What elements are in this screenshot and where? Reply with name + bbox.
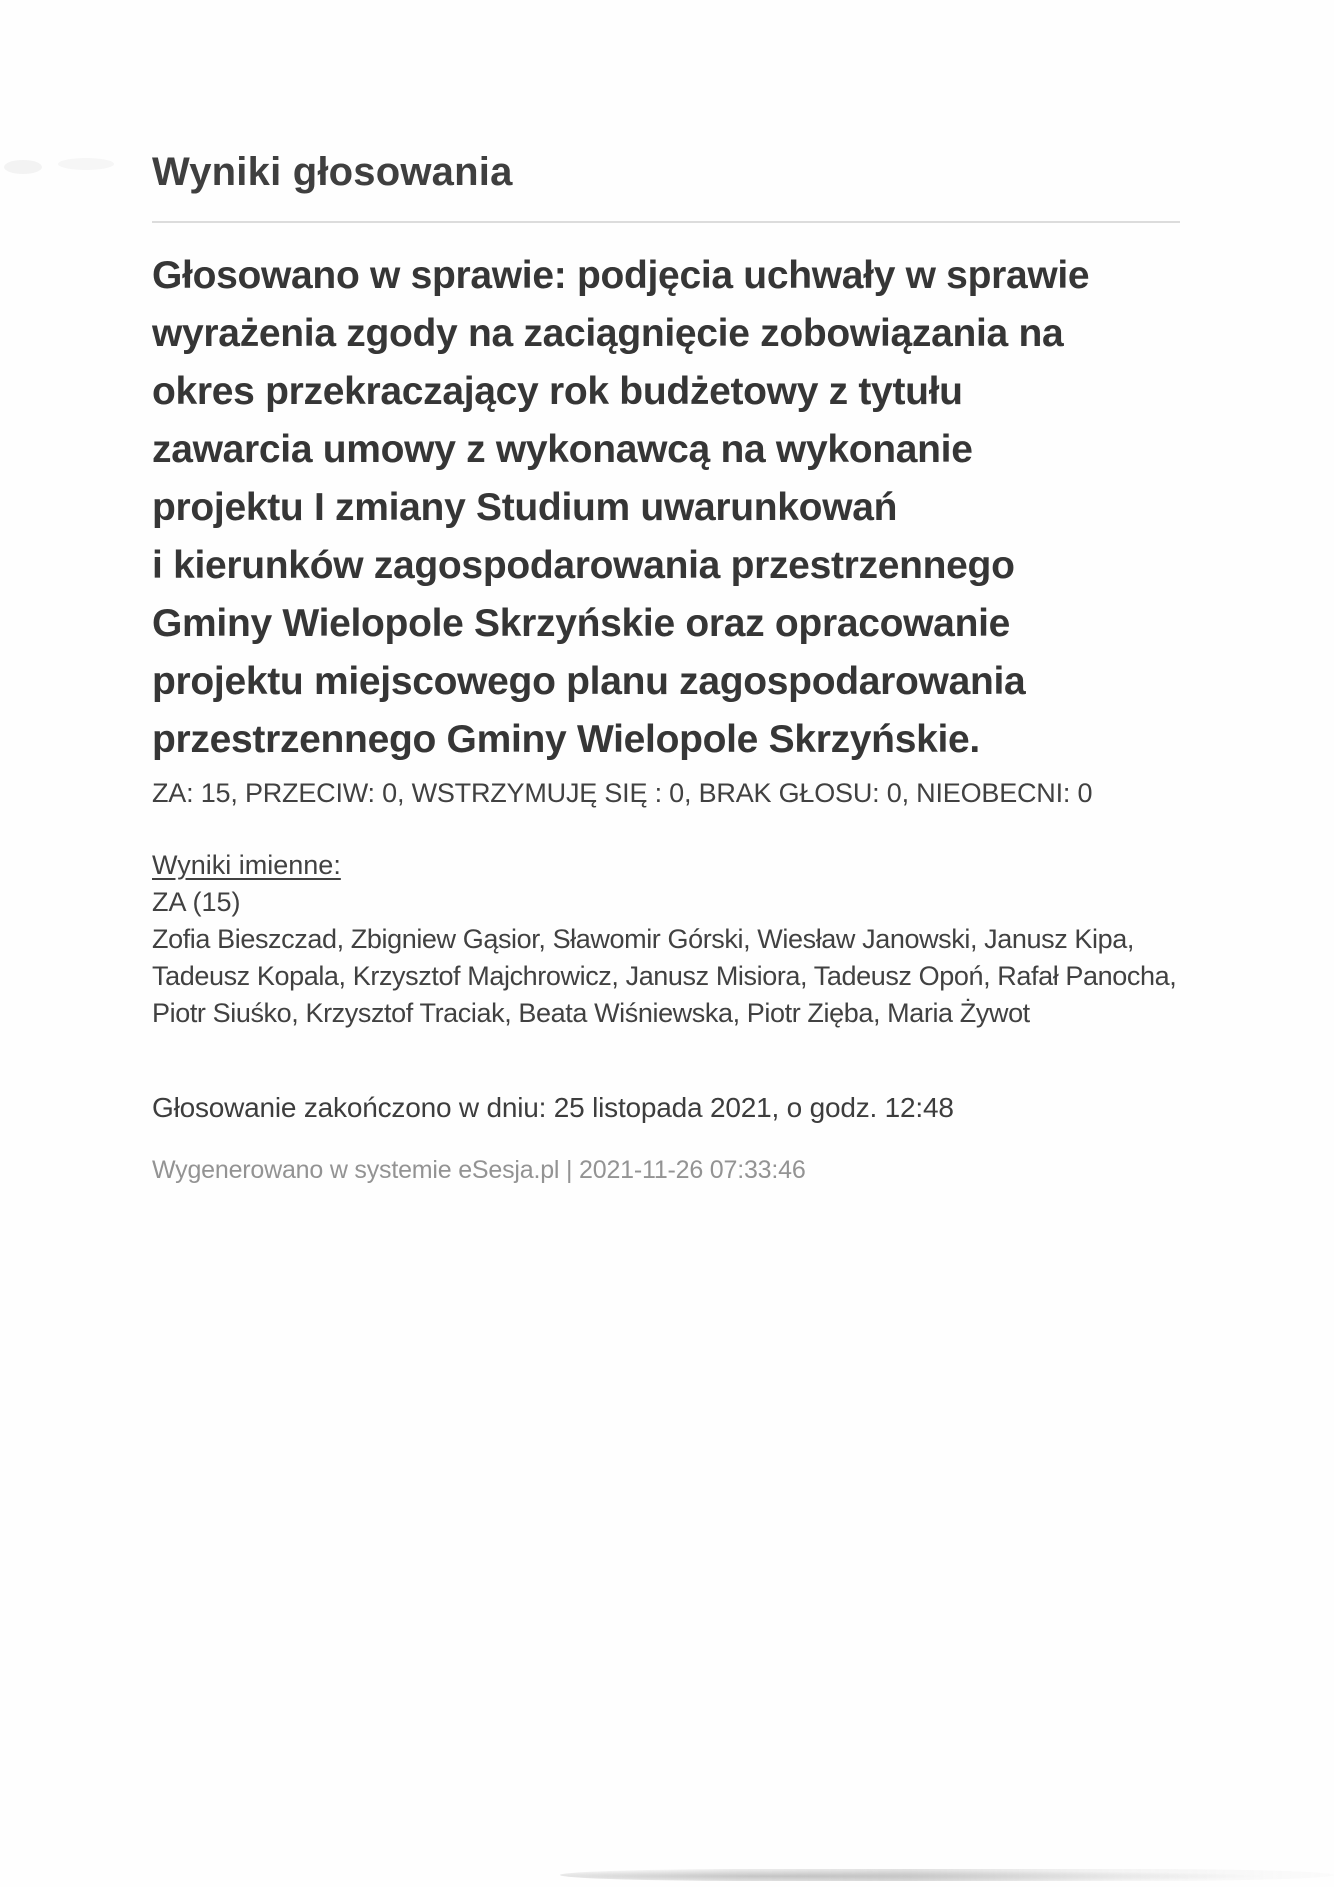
subject-line: wyrażenia zgody na zaciągnięcie zobowiązania na <box>152 312 1064 355</box>
subject-line: Gminy Wielopole Skrzyńskie oraz opracowanie <box>152 602 1011 645</box>
subject-line: Głosowano w sprawie: podjęcia uchwały w sprawie <box>152 254 1090 297</box>
scan-smudge-artifact <box>4 160 42 174</box>
subject-line: i kierunków zagospodarowania przestrzennego <box>152 544 1015 587</box>
named-results-heading: Wyniki imienne: <box>152 850 341 880</box>
title-divider <box>152 221 1180 223</box>
closing-statement: Głosowanie zakończono w dniu: 25 listopada 2021, o godz. 12:48 <box>152 1092 954 1123</box>
vote-summary-line: ZA: 15, PRZECIW: 0, WSTRZYMUJĘ SIĘ : 0, BRAK GŁOSU: 0, NIEOBECNI: 0 <box>152 778 1093 808</box>
subject-line: okres przekraczający rok budżetowy z tytułu <box>152 370 963 413</box>
za-group-label: ZA (15) <box>152 887 241 917</box>
page-title: Wyniki głosowania <box>152 150 513 194</box>
za-names-line: Tadeusz Kopala, Krzysztof Majchrowicz, Janusz Misiora, Tadeusz Opoń, Rafał Panocha, <box>152 961 1177 991</box>
za-names-list <box>152 921 1176 1032</box>
za-names-line: Piotr Siuśko, Krzysztof Traciak, Beata Wiśniewska, Piotr Zięba, Maria Żywot <box>152 998 1030 1028</box>
subject-line: przestrzennego Gminy Wielopole Skrzyńskie. <box>152 718 980 761</box>
generated-footer: Wygenerowano w systemie eSesja.pl | 2021-11-26 07:33:46 <box>152 1156 806 1184</box>
subject-line: projektu miejscowego planu zagospodarowania <box>152 660 1026 703</box>
subject-line: zawarcia umowy z wykonawcą na wykonanie <box>152 428 973 471</box>
za-names-line: Zofia Bieszczad, Zbigniew Gąsior, Sławomir Górski, Wiesław Janowski, Janusz Kipa, <box>152 924 1134 954</box>
vote-subject-paragraph <box>152 247 1089 769</box>
subject-line: projektu I zmiany Studium uwarunkowań <box>152 486 898 529</box>
scan-shadow-artifact <box>560 1869 1334 1881</box>
scan-smudge-artifact <box>58 158 114 170</box>
